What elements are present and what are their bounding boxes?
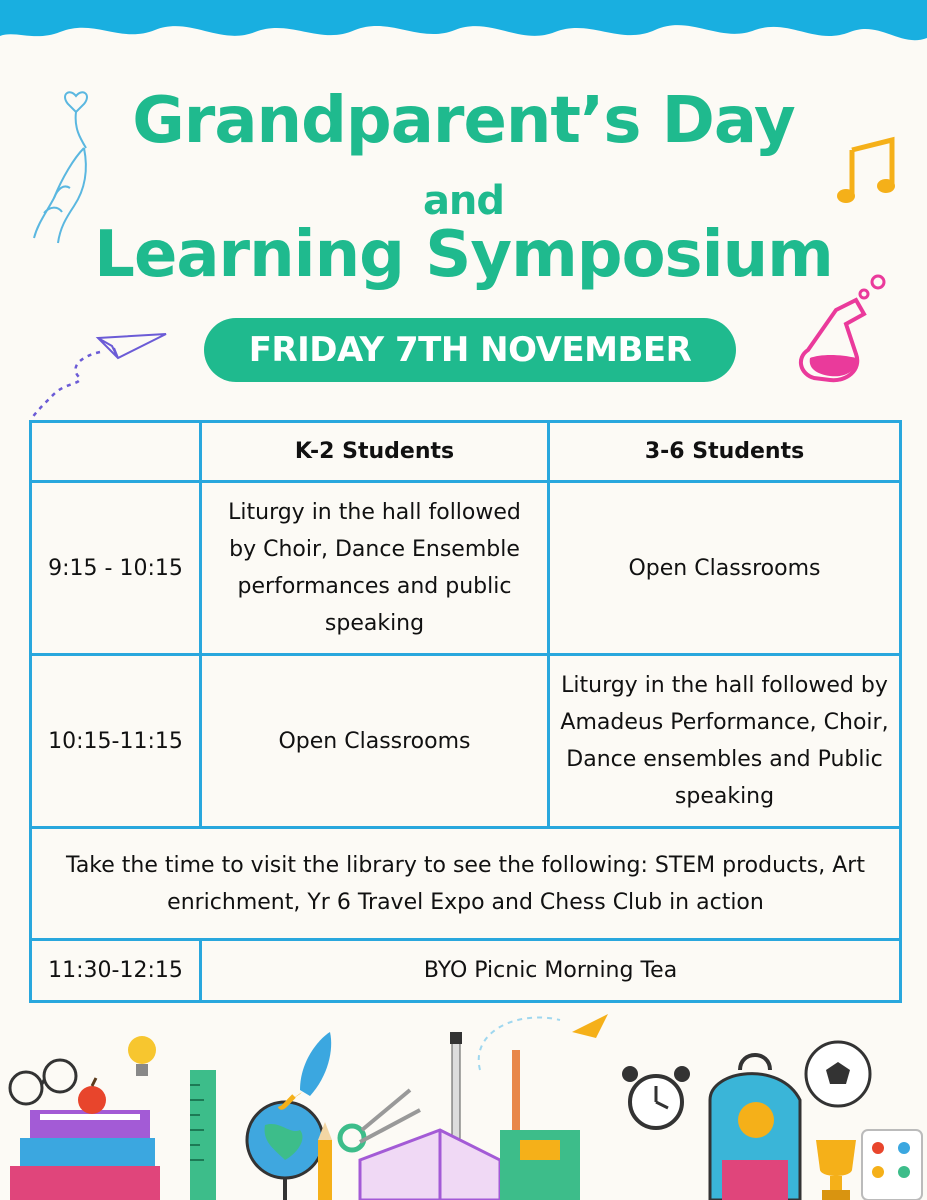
table-note-row bbox=[31, 828, 901, 940]
backpack-icon bbox=[710, 1055, 800, 1200]
table-row bbox=[31, 482, 901, 655]
title-line-2: and bbox=[422, 178, 505, 224]
glasses-icon bbox=[10, 1060, 76, 1104]
alarm-clock-icon bbox=[622, 1066, 690, 1128]
apple-icon bbox=[78, 1078, 106, 1114]
title-line-1: Grandparent’s Day bbox=[132, 84, 795, 158]
header-cell-3-6: 3-6 Students bbox=[549, 422, 901, 482]
school-supplies-illustration bbox=[0, 1010, 927, 1200]
title-line-3: Learning Symposium bbox=[94, 218, 833, 292]
paintbrush-icon bbox=[450, 1032, 520, 1140]
top-wave-banner bbox=[0, 0, 927, 70]
books-icon bbox=[10, 1110, 160, 1200]
3-6-activity-cell: Open Classrooms bbox=[549, 482, 901, 655]
rocket-icon bbox=[280, 1032, 331, 1107]
globe-icon bbox=[247, 1102, 323, 1200]
table-row bbox=[31, 655, 901, 828]
time-cell: 10:15-11:15 bbox=[31, 655, 201, 828]
3-6-activity-cell: Liturgy in the hall followed by Amadeus Performance, Choir, Dance ensembles and Public speaking bbox=[549, 655, 901, 828]
table-header-row bbox=[31, 422, 901, 482]
time-cell: 11:30-12:15 bbox=[31, 940, 201, 1002]
library-note-cell: Take the time to visit the library to see the following: STEM products, Art enrichment, Yr 6 Travel Expo and Chess Club in action bbox=[31, 828, 901, 940]
header-cell-empty bbox=[31, 422, 201, 482]
paper-plane-icon bbox=[26, 320, 176, 420]
time-cell: 9:15 - 10:15 bbox=[31, 482, 201, 655]
k2-activity-cell: Liturgy in the hall followed by Choir, Dance Ensemble performances and public speaking bbox=[201, 482, 549, 655]
soccer-ball-icon bbox=[806, 1042, 870, 1106]
open-book-icon bbox=[360, 1130, 580, 1200]
paint-palette-icon bbox=[862, 1130, 922, 1200]
k2-activity-cell: Open Classrooms bbox=[201, 655, 549, 828]
trophy-icon bbox=[816, 1140, 856, 1200]
lightbulb-icon bbox=[128, 1036, 156, 1076]
ruler-icon bbox=[190, 1070, 216, 1200]
table-row bbox=[31, 940, 901, 1002]
header-cell-k2: K-2 Students bbox=[201, 422, 549, 482]
schedule-table bbox=[29, 420, 902, 1003]
picnic-activity-cell: BYO Picnic Morning Tea bbox=[201, 940, 901, 1002]
event-date-badge: FRIDAY 7TH NOVEMBER bbox=[204, 318, 736, 382]
